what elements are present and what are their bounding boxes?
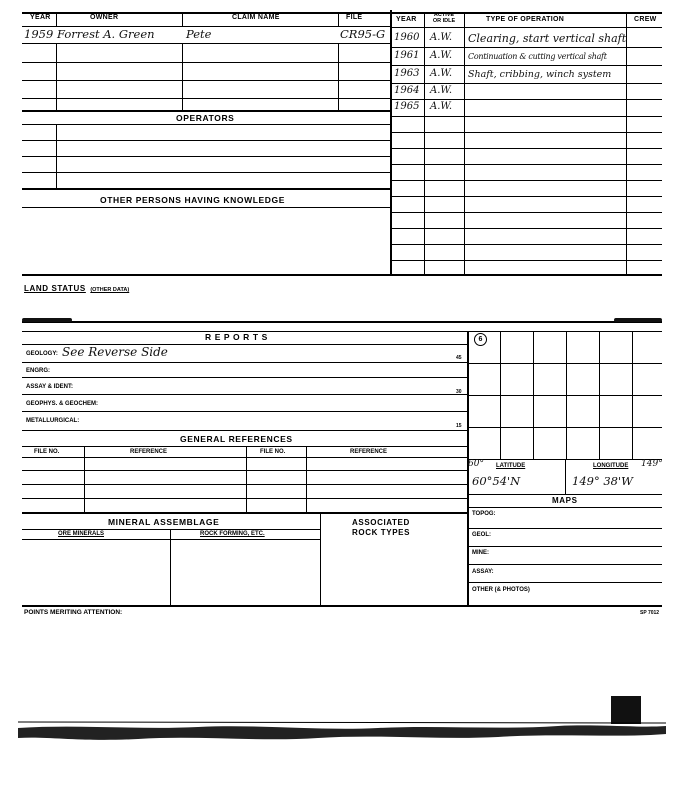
geology-value: See Reverse Side	[62, 345, 168, 359]
op-status-5: A.W.	[430, 101, 453, 112]
latitude-value: 60°54'N	[472, 474, 521, 488]
claim-name-header: CLAIM NAME	[232, 14, 280, 21]
points-meriting-attention-label: POINTS MERITING ATTENTION:	[24, 609, 123, 616]
op-year-5: 1965	[394, 101, 420, 112]
scan-noise-band	[18, 718, 666, 752]
ore-minerals-header: ORE MINERALS	[58, 531, 105, 537]
op-year-4: 1964	[394, 85, 420, 96]
op-status-2: A.W.	[430, 50, 453, 61]
rock-forming-header: ROCK FORMING, ETC.	[200, 531, 265, 537]
longitude-label: LONGITUDE	[593, 463, 629, 469]
year-header: YEAR	[30, 14, 51, 21]
geophys-label: GEOPHYS. & GEOCHEM:	[26, 401, 99, 407]
owner-header: OWNER	[90, 14, 119, 21]
op-type-3: Shaft, cribbing, winch system	[468, 69, 612, 80]
mine-label: MINE:	[472, 550, 489, 556]
file-header: FILE	[346, 14, 363, 21]
associated-rock-types-line2: ROCK TYPES	[352, 528, 411, 537]
claim-name: Pete	[186, 27, 212, 41]
assay-map-label: ASSAY:	[472, 569, 494, 575]
reports-title: R E P O R T S	[205, 332, 268, 342]
lat-left-tick: 60°	[468, 459, 484, 469]
latitude-label: LATITUDE	[496, 463, 526, 469]
geol-label: GEOL:	[472, 532, 491, 538]
operators-title: OPERATORS	[176, 113, 235, 123]
op-status-3: A.W.	[430, 68, 453, 79]
engrg-label: ENGRG:	[26, 368, 50, 374]
crew-header: CREW	[634, 16, 657, 23]
op-year-1: 1960	[394, 32, 420, 43]
ref-file-no-header-1: FILE NO.	[34, 449, 60, 455]
op-status-1: A.W.	[430, 32, 453, 43]
metallurgical-label: METALLURGICAL:	[26, 418, 80, 424]
form-number: SP 7012	[640, 610, 660, 616]
op-year-3: 1963	[394, 68, 420, 79]
topog-label: TOPOG:	[472, 511, 496, 517]
assay-label: ASSAY & IDENT:	[26, 384, 74, 390]
claim-file: CR95-G	[340, 27, 386, 41]
top-border	[22, 12, 390, 14]
other-photos-label: OTHER (& PHOTOS)	[472, 587, 530, 593]
claim-year: 1959	[24, 27, 54, 41]
ops-year-header: YEAR	[396, 16, 417, 23]
mineral-assemblage-title: MINERAL ASSEMBLAGE	[108, 517, 220, 527]
maps-title: MAPS	[552, 496, 578, 505]
ref-reference-header-1: REFERENCE	[130, 449, 168, 455]
type-of-operation-header: TYPE OF OPERATION	[486, 16, 565, 23]
land-status-label: LAND STATUS (OTHER DATA)	[24, 284, 130, 293]
claim-owner: Forrest A. Green	[57, 27, 155, 41]
circle-mark: 6	[474, 333, 487, 346]
longitude-value: 149° 38'W	[572, 474, 633, 488]
ref-file-no-header-2: FILE NO.	[260, 449, 286, 455]
op-status-4: A.W.	[430, 85, 453, 96]
lon-right-tick: 149°	[641, 459, 663, 469]
associated-rock-types-line1: ASSOCIATED	[352, 518, 410, 527]
knowledge-title: OTHER PERSONS HAVING KNOWLEDGE	[100, 195, 286, 205]
property-record-card: YEAR OWNER CLAIM NAME FILE 1959 Forrest A. Green Pete CR95-G OPERATORS OTHER PERSONS HAVING KNOWLEDGE YEAR ACTIVE OR IDLE TYPE OF OPERATION CREW 1960 A.W. Clearing, start vertical shaft 1961 A.W. Continuation & cutting vertical shaft 1963 A.W. Shaft, cribbing, winch system 1964 A.W. 1965 A.W. LAND STATUS (OTHER DATA) R E P O R T S GEOLOGY: See Reverse Side 45 ENGRG: ASSAY & IDENT: 30 GEOPHYS. & GEOCHEM: METALLURGICAL: 15 GENERAL REFERENCES FILE NO. REFERENCE FILE NO. REFERENCE MINERAL ASSEMBLAGE ORE MINERALS ROCK FORMING, ETC. ASSOCIATED ROCK TYPES 6 60° LATITUDE LONGITUDE 149° 60°54'N 149° 38'W MAPS TOPOG: GEOL: MINE: ASSAY: OTHER (& PHOTOS) POINTS MERITING ATTENTION: SP 7012	[0, 0, 678, 808]
geology-label: GEOLOGY:	[26, 351, 58, 357]
ref-reference-header-2: REFERENCE	[350, 449, 388, 455]
op-year-2: 1961	[394, 50, 420, 61]
op-type-1: Clearing, start vertical shaft	[468, 32, 627, 45]
general-references-title: GENERAL REFERENCES	[180, 434, 293, 444]
op-type-2: Continuation & cutting vertical shaft	[468, 52, 607, 61]
active-idle-header: ACTIVE OR IDLE	[432, 12, 456, 24]
